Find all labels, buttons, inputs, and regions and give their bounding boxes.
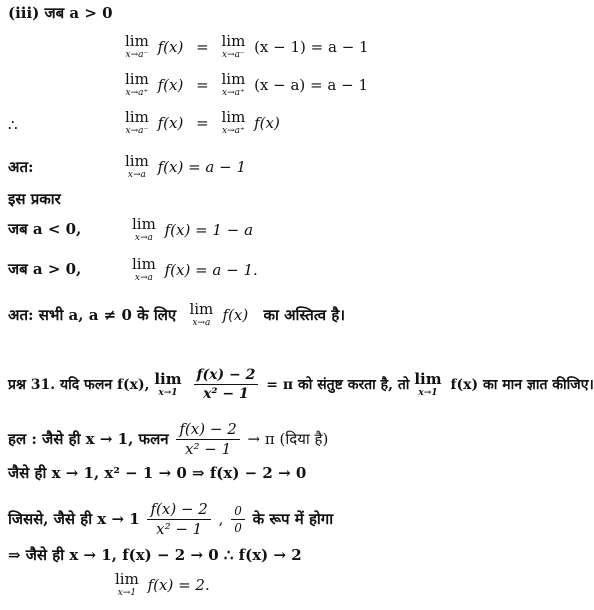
case-a-positive-label: जब a > 0, [8, 260, 82, 278]
ata-label: अत: [8, 158, 34, 176]
solution-line-1: हल : जैसे ही x → 1, फलन $\frac{f(x) - 2}{\text{x² − 1}}$ → π (दिया है) [8, 420, 329, 458]
case-a-negative-expression: lim x→a f(x) = 1 − a [132, 215, 254, 243]
case-a-positive-expression: lim x→a f(x) = a − 1. [132, 255, 258, 283]
is-prakar-label: इस प्रकार [8, 190, 61, 208]
question-fraction: $\frac{f(x) - 2}{\text{x² − 1}}$ [194, 368, 259, 401]
question-31: प्रश्न 31. यदि फलन f(x), lim x→1 $\frac{f(x) - 2}{\text{x² − 1}}$ = π को संतुष्ट करता है, तो lim x→1 f(x) का मान ज्ञात कीजिए। [8, 367, 594, 402]
conclusion-line: अत: सभी a, a ≠ 0 के लिए lim x→a f(x) का अस्तित्व है। [8, 300, 346, 328]
ata-expression: lim x→a f(x) = a − 1 [125, 152, 247, 180]
solution-line-4: ⇒ जैसे ही x → 1, f(x) − 2 → 0 ∴ f(x) → 2 [8, 546, 302, 564]
case-iii-line-3: lim x→a⁻ f(x) = lim x→a⁺ f(x) [125, 108, 280, 136]
case-iii-line-2: lim x→a⁺ f(x) = lim x→a⁺ (x − a) = a − 1 [125, 70, 368, 98]
solution-line-2: जैसे ही x → 1, x² − 1 → 0 ⇒ f(x) − 2 → 0 [8, 464, 307, 482]
case-iii-line-1: lim x→a⁻ f(x) = lim x→a⁻ (x − 1) = a − 1 [125, 32, 369, 60]
solution-line-3: जिससे, जैसे ही x → 1 $\frac{f(x) - 2}{\text{x² − 1}}$ , $\frac{0}{0}$ के रूप में होगा [8, 500, 334, 538]
final-result: lim x→1 f(x) = 2. [115, 570, 210, 598]
case-a-negative-label: जब a < 0, [8, 220, 82, 238]
case-iii-header: (iii) जब a > 0 [8, 4, 113, 22]
therefore-symbol: ∴ [8, 116, 18, 134]
